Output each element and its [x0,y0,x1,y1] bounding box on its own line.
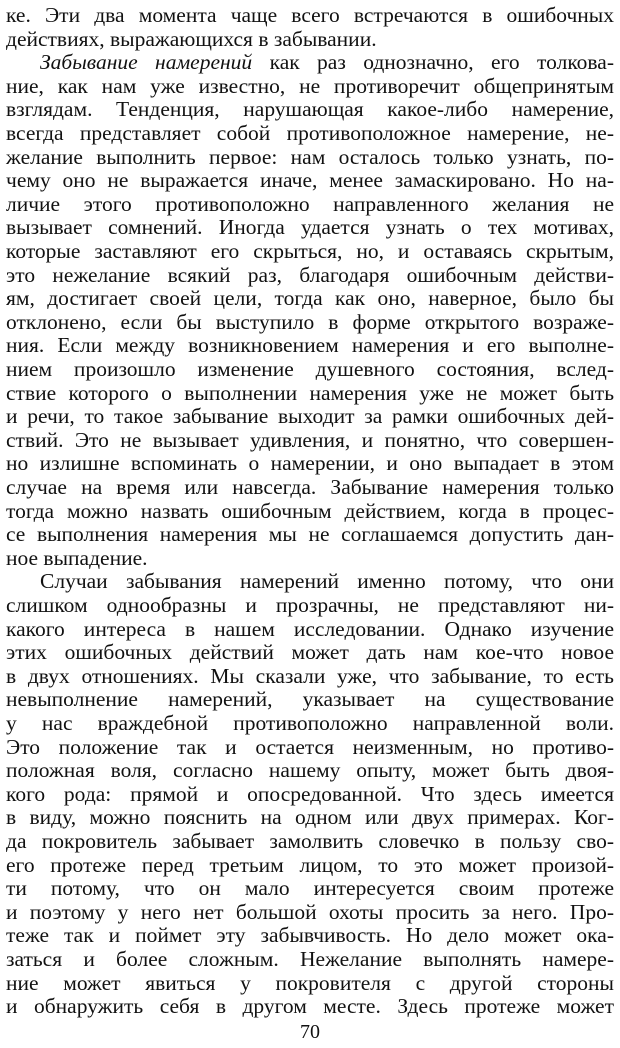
text-line [6,735,614,759]
text-line [6,97,614,121]
line-text: чему оно не выражается иначе, менее замаскировано. Но на- [6,168,614,193]
line-text: это нежелание всякий раз, благодаря ошибочным действи- [6,262,614,287]
line-text: у нас враждебной противоположно направленной воли. [6,711,614,735]
text-line [6,381,614,405]
line-text: и обнаружить себя в другом месте. Здесь протеже может [6,994,614,1019]
line-text: какого интереса в нашем исследовании. Однако изучение [6,616,614,641]
line-text: в виду, можно пояснить на одном или двух примерах. Ког- [6,805,614,830]
line-text: ние может явиться у покровителя с другой стороны [6,970,614,995]
line-text: отклонено, если бы выступило в форме открытого возраже- [6,309,614,334]
text-line [6,168,614,192]
line-text: его протеже перед третьим лицом, то это может произой- [6,852,614,877]
text-line [6,971,614,995]
text-line [6,286,614,310]
text-line [6,829,614,853]
line-text: ние, как нам уже известно, не противоречит общепринятым [6,73,614,98]
line-text: тогда можно назвать ошибочным действием, когда в процес- [6,498,614,523]
line-text: кого рода: прямой и опосредованной. Что здесь имеется [6,781,614,806]
line-text: но излишне вспоминать о намерении, и оно выпадает в этом [6,451,614,476]
line-text: Это положение так и остается неизменным, но противо- [6,734,614,759]
text-line [6,357,614,381]
text-line [6,263,614,287]
text-line [6,215,614,239]
line-text: ям, достигает своей цели, тогда как оно, наверное, было бы [6,286,614,311]
text-line [6,805,614,829]
line-text: всегда представляет собой противоположное намерение, не- [6,121,614,145]
line-text: действиях, выражающихся в забывании. [6,26,377,51]
text-line [6,310,614,334]
line-text: Случаи забывания намерений именно потому, что они [40,569,614,594]
text-line [6,994,614,1018]
line-text: ния. Если между возникновением намерения и его выполне- [6,333,614,358]
italic-term: Забывание намерений [40,50,253,75]
line-text: этих ошибочных действий может дать нам кое-что новое [6,640,614,665]
line-text: се выполнения намерения мы не соглашаемся допустить дан- [6,522,614,547]
text-line [6,451,614,475]
text-line [6,593,614,617]
text-line [6,145,614,169]
text-line [6,640,614,664]
line-text: ное выпадение. [6,545,148,570]
line-text: ке. Эти два момента чаще всего встречаются в ошибочных [6,3,614,27]
line-text: и речи, то такое забывание выходит за рамки ошибочных дей- [6,404,614,429]
line-text: и поэтому у него нет большой охоты просить за него. Про- [6,899,614,924]
text-line [6,333,614,357]
text-line [6,853,614,877]
text-line [6,687,614,711]
line-text: ствие которого о выполнении намерения уже не может быть [6,380,614,405]
line-text: заться и более сложным. Нежелание выполнять намере- [6,947,614,971]
text-line [6,3,614,27]
line-text: вызывает сомнений. Иногда удается узнать о тех мотивах, [6,215,614,240]
text-line [6,404,614,428]
text-line [6,499,614,523]
text-line [6,239,614,263]
text-line [6,546,614,570]
text-line [6,900,614,924]
line-text: нием произошло изменение душевного состояния, вслед- [6,357,614,381]
line-text: желание выполнить первое: нам осталось только узнать, по- [6,144,614,169]
text-line [6,569,614,593]
text-line [6,664,614,688]
text-line [6,923,614,947]
text-line [6,617,614,641]
line-text: невыполнение намерений, указывает на существование [6,687,614,712]
text-line [6,50,614,74]
text-line [6,475,614,499]
line-text: слишком однообразны и прозрачны, не представляют ни- [6,593,614,617]
text-line [6,74,614,98]
text-line [6,192,614,216]
text-line [6,947,614,971]
text-line [6,782,614,806]
line-text: теже так и поймет эту забывчивость. Но дело может ока- [6,923,614,948]
line-text: положная воля, согласно нашему опыту, может быть двоя- [6,758,614,783]
line-text: в двух отношениях. Мы сказали уже, что забывание, то есть [6,663,614,688]
text-line [6,758,614,782]
line-text: которые заставляют его скрыться, но, и оставаясь скрытым, [6,239,614,263]
line-text: да покровитель забывает замолвить словечко в пользу сво- [6,829,614,853]
line-text: как раз однозначно, его толкова- [252,50,614,75]
text-line [6,711,614,735]
line-text: ствий. Это не вызывает удивления, и понятно, что совершен- [6,427,614,452]
text-line [6,27,614,51]
line-text: личие этого противоположно направленного желания не [6,191,614,216]
text-line [6,876,614,900]
book-page [6,0,614,1048]
line-text: взглядам. Тенденция, нарушающая какое-либо намерение, [6,97,614,122]
line-text: случае на время или навсегда. Забывание намерения только [6,475,614,499]
line-text: ти потому, что он мало интересуется своим протеже [6,876,614,901]
page-number: 70 [300,1021,320,1043]
text-line [6,428,614,452]
text-line [6,522,614,546]
text-line [6,121,614,145]
